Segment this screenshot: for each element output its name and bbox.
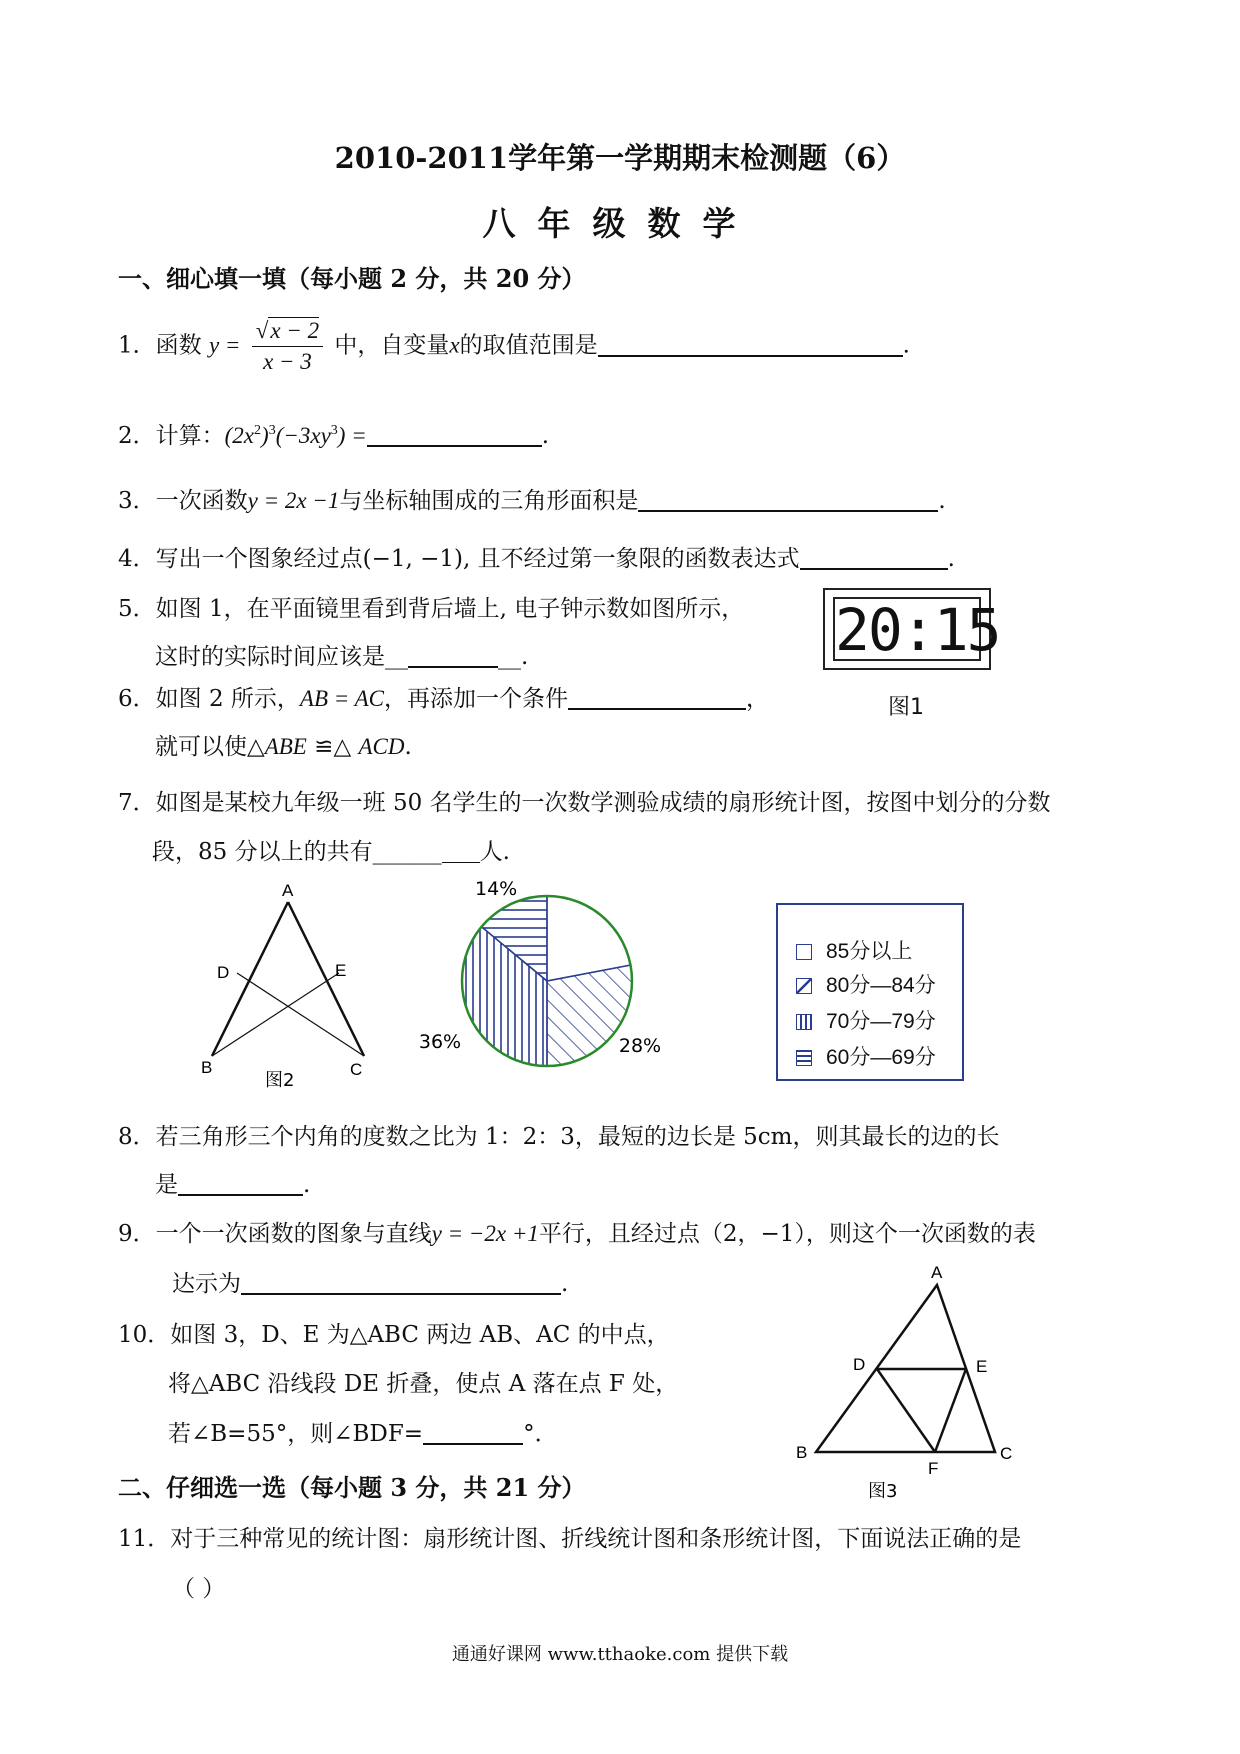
- legend-item-60-69: 60分—69分: [796, 1041, 936, 1071]
- legend-item-85plus: 85分以上: [796, 935, 912, 965]
- fig3-label-f: F: [928, 1459, 939, 1478]
- q2-expression: $(2x^2)^3(-3xy^3)$ =: [224, 423, 367, 448]
- question-6-line-2: 就可以使△ABE ≌△ ACD.: [155, 734, 412, 760]
- q1-var: x: [449, 332, 460, 358]
- question-8-line-1: 8．若三角形三个内角的度数之比为 1：2：3，最短的边长是 5cm，则其最长的边的长: [118, 1124, 1000, 1150]
- legend-item-70-79: 70分—79分: [796, 1005, 936, 1035]
- section-choice: 二、仔细选一选（每小题 3 分，共 21 分）: [118, 1473, 586, 1502]
- fig2-label-e: E: [335, 961, 347, 980]
- question-5-line-2: 这时的实际时间应该是__ __.: [155, 644, 529, 670]
- legend-swatch-vertical: [796, 1014, 812, 1030]
- question-5-line-1: 5．如图 1，在平面镜里看到背后墙上, 电子钟示数如图所示，: [118, 596, 745, 622]
- pie-label-28: 28%: [618, 1035, 662, 1057]
- q1-sqrt-body: x − 2: [270, 318, 320, 343]
- q1-y: y =: [208, 332, 241, 358]
- q4-text: 4．写出一个图象经过点(−1, −1), 且不经过第一象限的函数表达式: [118, 546, 800, 572]
- section-fill-in: 一、细心填一填（每小题 2 分，共 20 分）: [118, 264, 586, 293]
- fig3-caption: 图3: [868, 1481, 898, 1502]
- q4-answer-blank[interactable]: [800, 546, 948, 570]
- fig2-label-a: A: [282, 881, 294, 900]
- pie-label-14: 14%: [475, 878, 518, 900]
- clock-digits: 20:15: [835, 596, 1000, 664]
- q4-end: .: [947, 546, 955, 572]
- q2-answer-blank[interactable]: [367, 423, 542, 447]
- fig3-label-e: E: [976, 1357, 988, 1376]
- q10-answer-blank[interactable]: [423, 1421, 523, 1445]
- q1-end: .: [902, 332, 910, 359]
- q1-denominator: x − 3: [263, 349, 312, 374]
- legend-swatch-horizontal: [796, 1050, 812, 1066]
- fig3-label-b: B: [796, 1443, 808, 1462]
- question-8-line-2: 是 .: [155, 1172, 311, 1198]
- question-10-line-1: 10．如图 3，D、E 为△ABC 两边 AB、AC 的中点，: [118, 1322, 670, 1348]
- q1-fraction: [252, 318, 323, 375]
- figure-1-caption: 图1: [888, 695, 924, 720]
- q8-answer-blank[interactable]: [178, 1172, 303, 1196]
- q3-expression: y = 2x −1: [247, 488, 340, 513]
- q9-answer-blank[interactable]: [241, 1271, 561, 1295]
- fig2-label-d: D: [217, 963, 230, 982]
- question-2: [118, 417, 549, 450]
- fig2-label-b: B: [201, 1058, 213, 1077]
- q6-expression: AB = AC: [299, 686, 384, 711]
- legend-item-80-84: 80分—84分: [796, 969, 936, 999]
- clock-display: [833, 596, 1000, 664]
- figure-1-clock: [823, 588, 1000, 670]
- page-title: 2010-2011学年第一学期期末检测题（6）: [334, 141, 906, 175]
- q9-expression: y = −2x +1: [431, 1221, 539, 1246]
- q1-suffix: 的取值范围是: [459, 332, 598, 359]
- q1-prefix: 1．函数: [118, 332, 202, 359]
- q1-numerator: √x − 2: [252, 318, 323, 347]
- fig3-label-c: C: [1000, 1444, 1013, 1463]
- q7-answer-blank[interactable]: [442, 840, 480, 863]
- question-10-line-3: 若∠B=55°，则∠BDF= °．: [168, 1421, 558, 1447]
- fig2-caption: 图2: [265, 1070, 295, 1088]
- q1-mid: 中，自变量: [334, 332, 450, 359]
- pie-label-36: 36%: [418, 1031, 462, 1053]
- figure-3-triangle: [790, 1260, 1030, 1505]
- footer: 通通好课网 www.tthaoke.com 提供下载: [451, 1644, 789, 1665]
- question-9-line-1: 9．一个一次函数的图象与直线y = −2x +1平行，且经过点（2，−1），则这个一次函数的表: [118, 1221, 1036, 1247]
- q3-prefix: 3．一次函数: [118, 488, 248, 514]
- subject-title: 八年级数学: [482, 204, 758, 243]
- q3-end: .: [938, 488, 946, 514]
- q3-suffix: 与坐标轴围成的三角形面积是: [339, 488, 639, 514]
- fig2-label-c: C: [350, 1060, 363, 1079]
- question-4: [118, 540, 955, 573]
- question-3: [118, 482, 946, 515]
- pie-legend: [776, 903, 964, 1081]
- legend-swatch-diagonal: [796, 978, 812, 994]
- fig3-label-a: A: [931, 1263, 943, 1282]
- pie-chart: [400, 870, 665, 1090]
- question-7-line-2: 段，85 分以上的共有______ 人.: [152, 839, 510, 865]
- legend-swatch-blank: [796, 944, 812, 960]
- question-6-line-1: 6．如图 2 所示，AB = AC，再添加一个条件 ，: [118, 686, 769, 712]
- figure-2-triangle: [195, 878, 390, 1088]
- question-11-line-2: （ ）: [172, 1576, 226, 1602]
- question-11-line-1: 11．对于三种常见的统计图：扇形统计图、折线统计图和条形统计图，下面说法正确的是: [118, 1526, 1022, 1552]
- question-10-line-2: 将△ABC 沿线段 DE 折叠，使点 A 落在点 F 处，: [168, 1371, 679, 1397]
- question-1: [118, 318, 910, 375]
- question-9-line-2: 达示为 .: [172, 1271, 569, 1297]
- q1-answer-blank[interactable]: [598, 333, 903, 357]
- q3-answer-blank[interactable]: [638, 488, 938, 512]
- q6-answer-blank[interactable]: [568, 686, 746, 710]
- fig3-label-d: D: [853, 1355, 866, 1374]
- q2-end: .: [541, 423, 550, 449]
- q5-answer-blank[interactable]: [408, 644, 498, 668]
- question-7-line-1: 7．如图是某校九年级一班 50 名学生的一次数学测验成绩的扇形统计图，按图中划分的分数: [118, 790, 1051, 816]
- q2-prefix: 2．计算：: [118, 423, 225, 449]
